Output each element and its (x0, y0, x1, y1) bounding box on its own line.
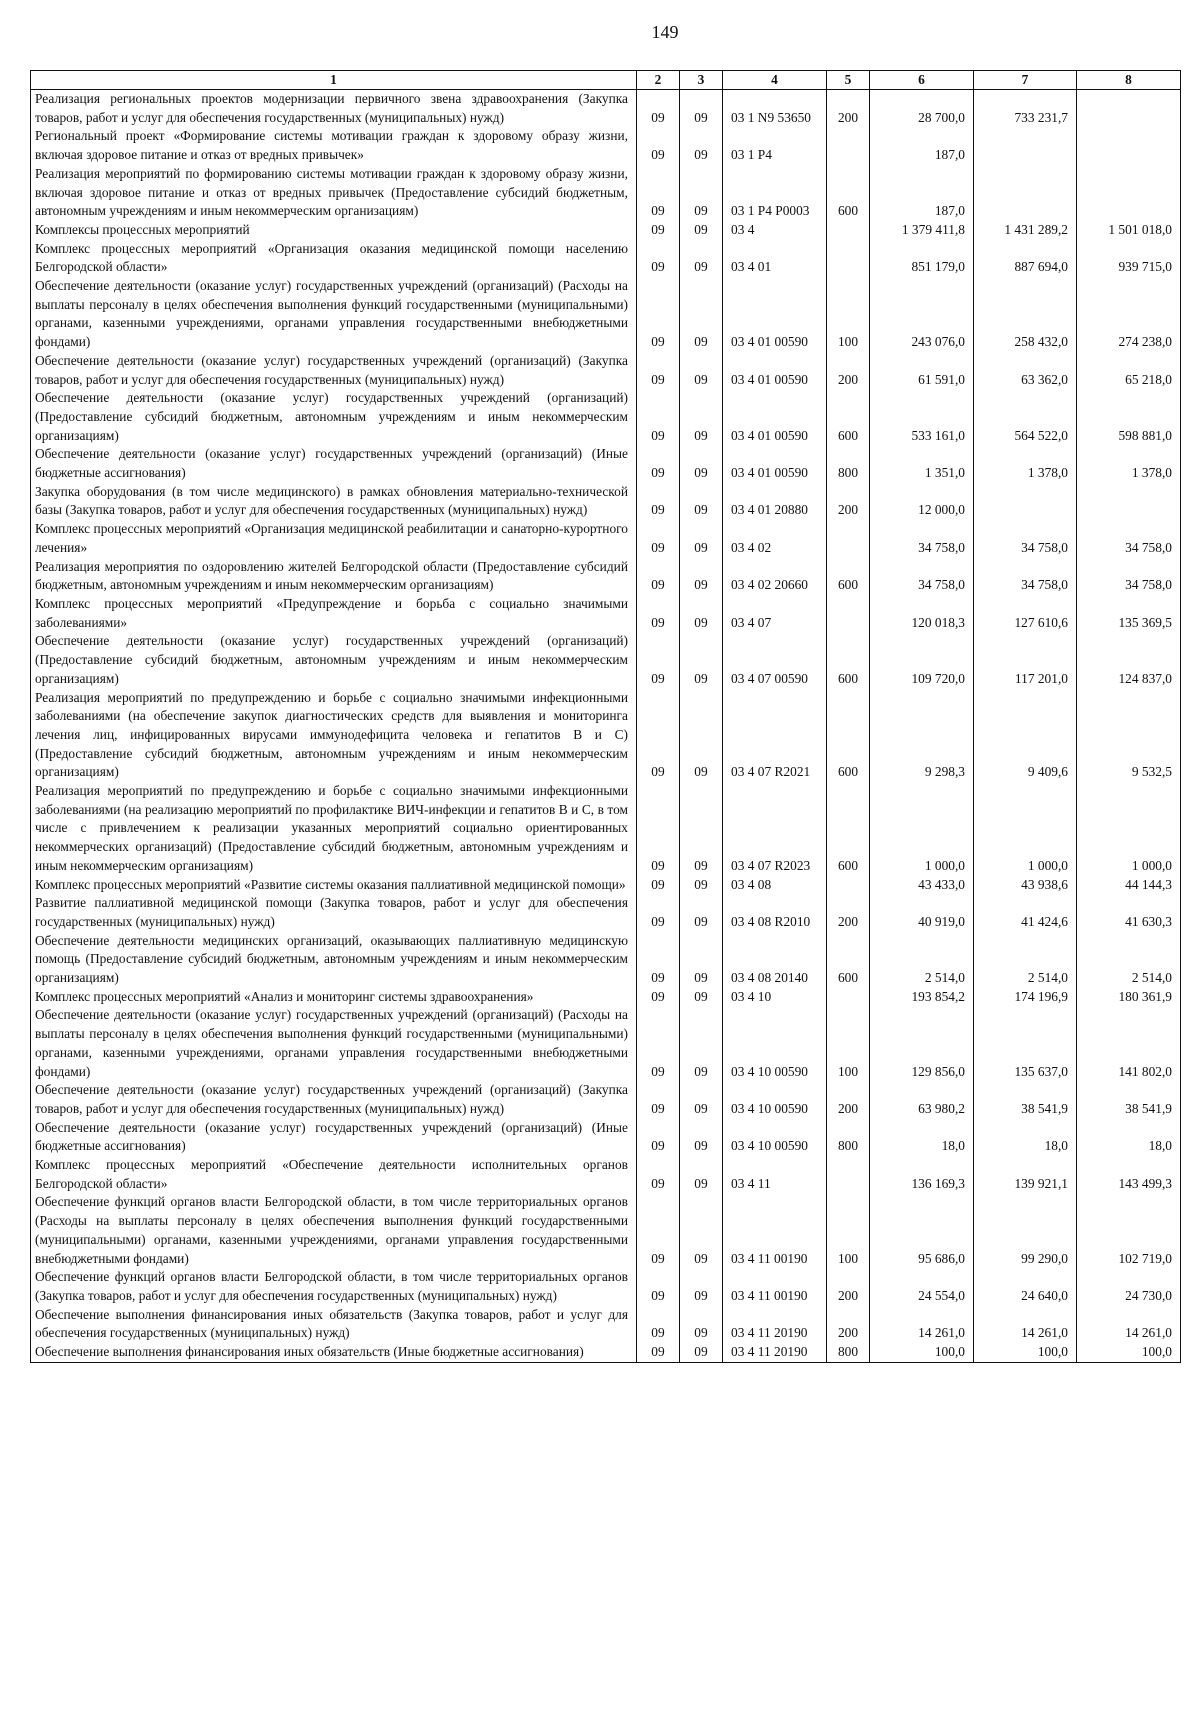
target-article-cell: 03 4 11 (723, 1156, 827, 1193)
subsection-code-cell: 09 (680, 277, 723, 352)
row-name-cell: Обеспечение функций органов власти Белгородской области, в том числе территориальных органов (Расходы на выплаты персоналу в целях обеспечения выполнения функций государственными (муниципальными) органами, казенными учреждениями, органами управления государственными внебюджетными фондами) (31, 1193, 637, 1268)
target-article-cell: 03 4 11 20190 (723, 1343, 827, 1362)
section-code-cell: 09 (637, 689, 680, 783)
amount-year1-cell: 9 298,3 (870, 689, 974, 783)
target-article-cell: 03 4 07 00590 (723, 632, 827, 688)
amount-year3-cell: 34 758,0 (1077, 558, 1181, 595)
subsection-code-cell: 09 (680, 1119, 723, 1156)
table-row (31, 876, 1181, 895)
amount-year1-cell: 193 854,2 (870, 988, 974, 1007)
table-row (31, 1081, 1181, 1118)
table-row (31, 932, 1181, 988)
amount-year2-cell: 34 758,0 (974, 520, 1077, 557)
row-name-cell: Закупка оборудования (в том числе медицинского) в рамках обновления материально-технической базы (Закупка товаров, работ и услуг для обеспечения государственных (муниципальных) нужд) (31, 483, 637, 520)
amount-year3-cell: 1 501 018,0 (1077, 221, 1181, 240)
target-article-cell: 03 4 11 00190 (723, 1268, 827, 1305)
table-row (31, 1119, 1181, 1156)
row-name-cell: Комплекс процессных мероприятий «Организация медицинской реабилитации и санаторно-курортного лечения» (31, 520, 637, 557)
subsection-code-cell: 09 (680, 240, 723, 277)
amount-year3-cell: 44 144,3 (1077, 876, 1181, 895)
subsection-code-cell: 09 (680, 445, 723, 482)
amount-year2-cell: 38 541,9 (974, 1081, 1077, 1118)
table-row (31, 1006, 1181, 1081)
target-article-cell: 03 1 P4 (723, 127, 827, 164)
subsection-code-cell: 09 (680, 558, 723, 595)
section-code-cell: 09 (637, 894, 680, 931)
expense-type-cell: 800 (827, 445, 870, 482)
amount-year1-cell: 187,0 (870, 127, 974, 164)
row-name-cell: Обеспечение деятельности (оказание услуг) государственных учреждений (организаций) (Расходы на выплаты персоналу в целях обеспечения выполнения функций государственными (муниципальными) органами, казенными учреждениями, органами управления государственными внебюджетными фондами) (31, 1006, 637, 1081)
amount-year3-cell: 2 514,0 (1077, 932, 1181, 988)
amount-year2-cell: 135 637,0 (974, 1006, 1077, 1081)
subsection-code-cell: 09 (680, 1006, 723, 1081)
amount-year3-cell: 38 541,9 (1077, 1081, 1181, 1118)
section-code-cell: 09 (637, 558, 680, 595)
target-article-cell: 03 4 10 00590 (723, 1119, 827, 1156)
section-code-cell: 09 (637, 1343, 680, 1362)
amount-year2-cell: 18,0 (974, 1119, 1077, 1156)
table-row (31, 90, 1181, 128)
expense-type-cell (827, 595, 870, 632)
amount-year3-cell: 102 719,0 (1077, 1193, 1181, 1268)
amount-year3-cell: 41 630,3 (1077, 894, 1181, 931)
expense-type-cell: 600 (827, 632, 870, 688)
amount-year1-cell: 1 379 411,8 (870, 221, 974, 240)
amount-year1-cell: 109 720,0 (870, 632, 974, 688)
row-name-cell: Обеспечение деятельности медицинских организаций, оказывающих паллиативную медицинскую помощь (Предоставление субсидий бюджетным, автономным учреждениям и иным некоммерческим организациям) (31, 932, 637, 988)
amount-year3-cell (1077, 90, 1181, 128)
section-code-cell: 09 (637, 1268, 680, 1305)
table-row (31, 352, 1181, 389)
section-code-cell: 09 (637, 1119, 680, 1156)
subsection-code-cell: 09 (680, 595, 723, 632)
table-row (31, 240, 1181, 277)
target-article-cell: 03 4 01 00590 (723, 445, 827, 482)
expense-type-cell: 200 (827, 90, 870, 128)
amount-year1-cell: 100,0 (870, 1343, 974, 1362)
subsection-code-cell: 09 (680, 894, 723, 931)
section-code-cell: 09 (637, 221, 680, 240)
expense-type-cell (827, 221, 870, 240)
expense-type-cell: 600 (827, 782, 870, 876)
amount-year2-cell: 117 201,0 (974, 632, 1077, 688)
subsection-code-cell: 09 (680, 932, 723, 988)
expense-type-cell: 100 (827, 277, 870, 352)
row-name-cell: Реализация мероприятий по предупреждению и борьбе с социально значимыми инфекционными заболеваниями (на обеспечение закупок диагностических средств для выявления и мониторинга лечения лиц, инфицированных вирусами иммунодефицита человека и гепатитов В и С) (Предоставление субсидий бюджетным, автономным учреждениям и иным некоммерческим организациям) (31, 689, 637, 783)
subsection-code-cell: 09 (680, 988, 723, 1007)
table-row (31, 483, 1181, 520)
header-cell: 7 (974, 71, 1077, 90)
expense-type-cell: 200 (827, 1268, 870, 1305)
target-article-cell: 03 4 01 00590 (723, 277, 827, 352)
amount-year1-cell: 187,0 (870, 165, 974, 221)
section-code-cell: 09 (637, 988, 680, 1007)
amount-year1-cell: 43 433,0 (870, 876, 974, 895)
amount-year2-cell: 174 196,9 (974, 988, 1077, 1007)
amount-year1-cell: 136 169,3 (870, 1156, 974, 1193)
header-cell: 3 (680, 71, 723, 90)
target-article-cell: 03 4 11 20190 (723, 1306, 827, 1343)
row-name-cell: Комплексы процессных мероприятий (31, 221, 637, 240)
target-article-cell: 03 4 02 (723, 520, 827, 557)
expense-type-cell (827, 520, 870, 557)
subsection-code-cell: 09 (680, 1343, 723, 1362)
expense-type-cell: 600 (827, 389, 870, 445)
amount-year3-cell: 939 715,0 (1077, 240, 1181, 277)
subsection-code-cell: 09 (680, 483, 723, 520)
amount-year3-cell: 274 238,0 (1077, 277, 1181, 352)
amount-year3-cell: 124 837,0 (1077, 632, 1181, 688)
amount-year1-cell: 34 758,0 (870, 558, 974, 595)
amount-year2-cell: 564 522,0 (974, 389, 1077, 445)
expense-type-cell (827, 988, 870, 1007)
amount-year1-cell: 14 261,0 (870, 1306, 974, 1343)
amount-year1-cell: 95 686,0 (870, 1193, 974, 1268)
amount-year1-cell: 61 591,0 (870, 352, 974, 389)
row-name-cell: Реализация мероприятий по формированию системы мотивации граждан к здоровому образу жизни, включая здоровое питание и отказ от вредных привычек (Предоставление субсидий бюджетным, автономным учреждениям и иным некоммерческим организациям) (31, 165, 637, 221)
table-row (31, 782, 1181, 876)
table-row (31, 1306, 1181, 1343)
table-row (31, 127, 1181, 164)
amount-year2-cell: 1 000,0 (974, 782, 1077, 876)
section-code-cell: 09 (637, 932, 680, 988)
subsection-code-cell: 09 (680, 1193, 723, 1268)
row-name-cell: Обеспечение функций органов власти Белгородской области, в том числе территориальных органов (Закупка товаров, работ и услуг для обеспечения государственных (муниципальных) нужд) (31, 1268, 637, 1305)
target-article-cell: 03 4 01 00590 (723, 389, 827, 445)
amount-year2-cell: 887 694,0 (974, 240, 1077, 277)
subsection-code-cell: 09 (680, 689, 723, 783)
target-article-cell: 03 4 01 00590 (723, 352, 827, 389)
expense-type-cell: 600 (827, 689, 870, 783)
amount-year1-cell: 120 018,3 (870, 595, 974, 632)
amount-year1-cell: 12 000,0 (870, 483, 974, 520)
amount-year1-cell: 40 919,0 (870, 894, 974, 931)
table-row (31, 558, 1181, 595)
section-code-cell: 09 (637, 165, 680, 221)
target-article-cell: 03 4 01 (723, 240, 827, 277)
row-name-cell: Обеспечение деятельности (оказание услуг) государственных учреждений (организаций) (Иные бюджетные ассигнования) (31, 445, 637, 482)
row-name-cell: Реализация региональных проектов модернизации первичного звена здравоохранения (Закупка товаров, работ и услуг для обеспечения государственных (муниципальных) нужд) (31, 90, 637, 128)
expense-type-cell: 200 (827, 1306, 870, 1343)
row-name-cell: Комплекс процессных мероприятий «Развитие системы оказания паллиативной медицинской помощи» (31, 876, 637, 895)
budget-table (30, 70, 1181, 1363)
subsection-code-cell: 09 (680, 221, 723, 240)
amount-year3-cell: 1 378,0 (1077, 445, 1181, 482)
expense-type-cell: 100 (827, 1193, 870, 1268)
row-name-cell: Обеспечение деятельности (оказание услуг) государственных учреждений (организаций) (Предоставление субсидий бюджетным, автономным учреждениям и иным некоммерческим организациям) (31, 632, 637, 688)
target-article-cell: 03 4 08 R2010 (723, 894, 827, 931)
amount-year3-cell: 34 758,0 (1077, 520, 1181, 557)
header-cell: 4 (723, 71, 827, 90)
row-name-cell: Комплекс процессных мероприятий «Предупреждение и борьба с социально значимыми заболеваниями» (31, 595, 637, 632)
target-article-cell: 03 1 P4 P0003 (723, 165, 827, 221)
amount-year1-cell: 2 514,0 (870, 932, 974, 988)
section-code-cell: 09 (637, 595, 680, 632)
expense-type-cell: 200 (827, 1081, 870, 1118)
header-cell: 5 (827, 71, 870, 90)
subsection-code-cell: 09 (680, 782, 723, 876)
amount-year1-cell: 24 554,0 (870, 1268, 974, 1305)
section-code-cell: 09 (637, 1306, 680, 1343)
section-code-cell: 09 (637, 445, 680, 482)
table-row (31, 1343, 1181, 1362)
subsection-code-cell: 09 (680, 165, 723, 221)
subsection-code-cell: 09 (680, 90, 723, 128)
amount-year1-cell: 129 856,0 (870, 1006, 974, 1081)
amount-year2-cell: 733 231,7 (974, 90, 1077, 128)
row-name-cell: Обеспечение выполнения финансирования иных обязательств (Иные бюджетные ассигнования) (31, 1343, 637, 1362)
expense-type-cell: 600 (827, 932, 870, 988)
row-name-cell: Комплекс процессных мероприятий «Анализ и мониторинг системы здравоохранения» (31, 988, 637, 1007)
amount-year1-cell: 243 076,0 (870, 277, 974, 352)
amount-year2-cell: 99 290,0 (974, 1193, 1077, 1268)
section-code-cell: 09 (637, 1006, 680, 1081)
subsection-code-cell: 09 (680, 1081, 723, 1118)
section-code-cell: 09 (637, 1193, 680, 1268)
row-name-cell: Обеспечение выполнения финансирования иных обязательств (Закупка товаров, работ и услуг для обеспечения государственных (муниципальных) нужд) (31, 1306, 637, 1343)
subsection-code-cell: 09 (680, 1306, 723, 1343)
amount-year2-cell: 127 610,6 (974, 595, 1077, 632)
amount-year2-cell: 2 514,0 (974, 932, 1077, 988)
expense-type-cell: 200 (827, 483, 870, 520)
section-code-cell: 09 (637, 876, 680, 895)
target-article-cell: 03 4 01 20880 (723, 483, 827, 520)
expense-type-cell: 800 (827, 1343, 870, 1362)
expense-type-cell: 800 (827, 1119, 870, 1156)
amount-year3-cell: 598 881,0 (1077, 389, 1181, 445)
target-article-cell: 03 4 07 R2021 (723, 689, 827, 783)
table-row (31, 389, 1181, 445)
amount-year3-cell: 18,0 (1077, 1119, 1181, 1156)
subsection-code-cell: 09 (680, 352, 723, 389)
amount-year3-cell: 100,0 (1077, 1343, 1181, 1362)
amount-year3-cell (1077, 483, 1181, 520)
section-code-cell: 09 (637, 782, 680, 876)
section-code-cell: 09 (637, 1081, 680, 1118)
table-row (31, 445, 1181, 482)
target-article-cell: 03 4 (723, 221, 827, 240)
amount-year2-cell: 41 424,6 (974, 894, 1077, 931)
amount-year2-cell: 24 640,0 (974, 1268, 1077, 1305)
subsection-code-cell: 09 (680, 632, 723, 688)
amount-year2-cell (974, 483, 1077, 520)
section-code-cell: 09 (637, 1156, 680, 1193)
section-code-cell: 09 (637, 389, 680, 445)
amount-year2-cell (974, 165, 1077, 221)
subsection-code-cell: 09 (680, 127, 723, 164)
subsection-code-cell: 09 (680, 1268, 723, 1305)
amount-year3-cell: 143 499,3 (1077, 1156, 1181, 1193)
target-article-cell: 03 4 08 (723, 876, 827, 895)
table-row (31, 520, 1181, 557)
row-name-cell: Обеспечение деятельности (оказание услуг) государственных учреждений (организаций) (Предоставление субсидий бюджетным, автономным учреждениям и иным некоммерческим организациям) (31, 389, 637, 445)
amount-year1-cell: 63 980,2 (870, 1081, 974, 1118)
row-name-cell: Региональный проект «Формирование системы мотивации граждан к здоровому образу жизни, включая здоровое питание и отказ от вредных привычек» (31, 127, 637, 164)
amount-year2-cell: 14 261,0 (974, 1306, 1077, 1343)
amount-year1-cell: 18,0 (870, 1119, 974, 1156)
amount-year3-cell: 14 261,0 (1077, 1306, 1181, 1343)
row-name-cell: Обеспечение деятельности (оказание услуг) государственных учреждений (организаций) (Иные бюджетные ассигнования) (31, 1119, 637, 1156)
table-body (31, 90, 1181, 1363)
expense-type-cell: 200 (827, 894, 870, 931)
row-name-cell: Обеспечение деятельности (оказание услуг) государственных учреждений (организаций) (Закупка товаров, работ и услуг для обеспечения государственных (муниципальных) нужд) (31, 352, 637, 389)
amount-year1-cell: 1 351,0 (870, 445, 974, 482)
amount-year3-cell: 1 000,0 (1077, 782, 1181, 876)
row-name-cell: Реализация мероприятий по предупреждению и борьбе с социально значимыми инфекционными заболеваниями (на реализацию мероприятий по профилактике ВИЧ-инфекции и гепатитов В и С, в том числе с привлечением к реализации указанных мероприятий социально ориентированных некоммерческих организаций) (Предоставление субсидий бюджетным, автономным учреждениям и иным некоммерческим организациям) (31, 782, 637, 876)
row-name-cell: Реализация мероприятия по оздоровлению жителей Белгородской области (Предоставление субсидий бюджетным, автономным учреждениям и иным некоммерческим организациям) (31, 558, 637, 595)
section-code-cell: 09 (637, 127, 680, 164)
section-code-cell: 09 (637, 277, 680, 352)
amount-year1-cell: 34 758,0 (870, 520, 974, 557)
amount-year3-cell (1077, 127, 1181, 164)
target-article-cell: 03 4 07 R2023 (723, 782, 827, 876)
table-row (31, 894, 1181, 931)
amount-year3-cell: 180 361,9 (1077, 988, 1181, 1007)
section-code-cell: 09 (637, 90, 680, 128)
expense-type-cell: 100 (827, 1006, 870, 1081)
expense-type-cell: 600 (827, 165, 870, 221)
amount-year3-cell: 9 532,5 (1077, 689, 1181, 783)
expense-type-cell (827, 240, 870, 277)
section-code-cell: 09 (637, 240, 680, 277)
table-row (31, 1193, 1181, 1268)
row-name-cell: Обеспечение деятельности (оказание услуг) государственных учреждений (организаций) (Закупка товаров, работ и услуг для обеспечения государственных (муниципальных) нужд) (31, 1081, 637, 1118)
row-name-cell: Развитие паллиативной медицинской помощи (Закупка товаров, работ и услуг для обеспечения государственных (муниципальных) нужд) (31, 894, 637, 931)
header-row (31, 71, 1181, 90)
amount-year2-cell: 1 378,0 (974, 445, 1077, 482)
target-article-cell: 03 4 10 (723, 988, 827, 1007)
section-code-cell: 09 (637, 352, 680, 389)
section-code-cell: 09 (637, 483, 680, 520)
amount-year3-cell: 141 802,0 (1077, 1006, 1181, 1081)
amount-year1-cell: 28 700,0 (870, 90, 974, 128)
header-cell: 8 (1077, 71, 1181, 90)
section-code-cell: 09 (637, 632, 680, 688)
amount-year1-cell: 533 161,0 (870, 389, 974, 445)
header-cell: 6 (870, 71, 974, 90)
table-row (31, 165, 1181, 221)
table-row (31, 595, 1181, 632)
amount-year2-cell: 1 431 289,2 (974, 221, 1077, 240)
target-article-cell: 03 4 11 00190 (723, 1193, 827, 1268)
expense-type-cell (827, 1156, 870, 1193)
table-row (31, 221, 1181, 240)
amount-year2-cell: 9 409,6 (974, 689, 1077, 783)
section-code-cell: 09 (637, 520, 680, 557)
subsection-code-cell: 09 (680, 389, 723, 445)
amount-year2-cell: 139 921,1 (974, 1156, 1077, 1193)
row-name-cell: Обеспечение деятельности (оказание услуг) государственных учреждений (организаций) (Расходы на выплаты персоналу в целях обеспечения выполнения функций государственными (муниципальными) органами, казенными учреждениями, органами управления государственными внебюджетными фондами) (31, 277, 637, 352)
table-row (31, 689, 1181, 783)
expense-type-cell: 200 (827, 352, 870, 389)
target-article-cell: 03 1 N9 53650 (723, 90, 827, 128)
table-row (31, 1156, 1181, 1193)
target-article-cell: 03 4 02 20660 (723, 558, 827, 595)
expense-type-cell: 600 (827, 558, 870, 595)
amount-year2-cell: 43 938,6 (974, 876, 1077, 895)
expense-type-cell (827, 876, 870, 895)
row-name-cell: Комплекс процессных мероприятий «Обеспечение деятельности исполнительных органов Белгородской области» (31, 1156, 637, 1193)
expense-type-cell (827, 127, 870, 164)
subsection-code-cell: 09 (680, 876, 723, 895)
row-name-cell: Комплекс процессных мероприятий «Организация оказания медицинской помощи населению Белгородской области» (31, 240, 637, 277)
amount-year2-cell: 63 362,0 (974, 352, 1077, 389)
amount-year2-cell: 258 432,0 (974, 277, 1077, 352)
amount-year3-cell: 65 218,0 (1077, 352, 1181, 389)
target-article-cell: 03 4 07 (723, 595, 827, 632)
target-article-cell: 03 4 10 00590 (723, 1081, 827, 1118)
header-cell: 1 (31, 71, 637, 90)
amount-year3-cell: 135 369,5 (1077, 595, 1181, 632)
page-number: 149 (651, 22, 679, 42)
table-row (31, 988, 1181, 1007)
amount-year3-cell (1077, 165, 1181, 221)
amount-year3-cell: 24 730,0 (1077, 1268, 1181, 1305)
amount-year1-cell: 851 179,0 (870, 240, 974, 277)
table-row (31, 277, 1181, 352)
table-row (31, 1268, 1181, 1305)
amount-year2-cell: 34 758,0 (974, 558, 1077, 595)
amount-year1-cell: 1 000,0 (870, 782, 974, 876)
table-row (31, 632, 1181, 688)
target-article-cell: 03 4 10 00590 (723, 1006, 827, 1081)
amount-year2-cell (974, 127, 1077, 164)
target-article-cell: 03 4 08 20140 (723, 932, 827, 988)
amount-year2-cell: 100,0 (974, 1343, 1077, 1362)
header-cell: 2 (637, 71, 680, 90)
subsection-code-cell: 09 (680, 1156, 723, 1193)
subsection-code-cell: 09 (680, 520, 723, 557)
